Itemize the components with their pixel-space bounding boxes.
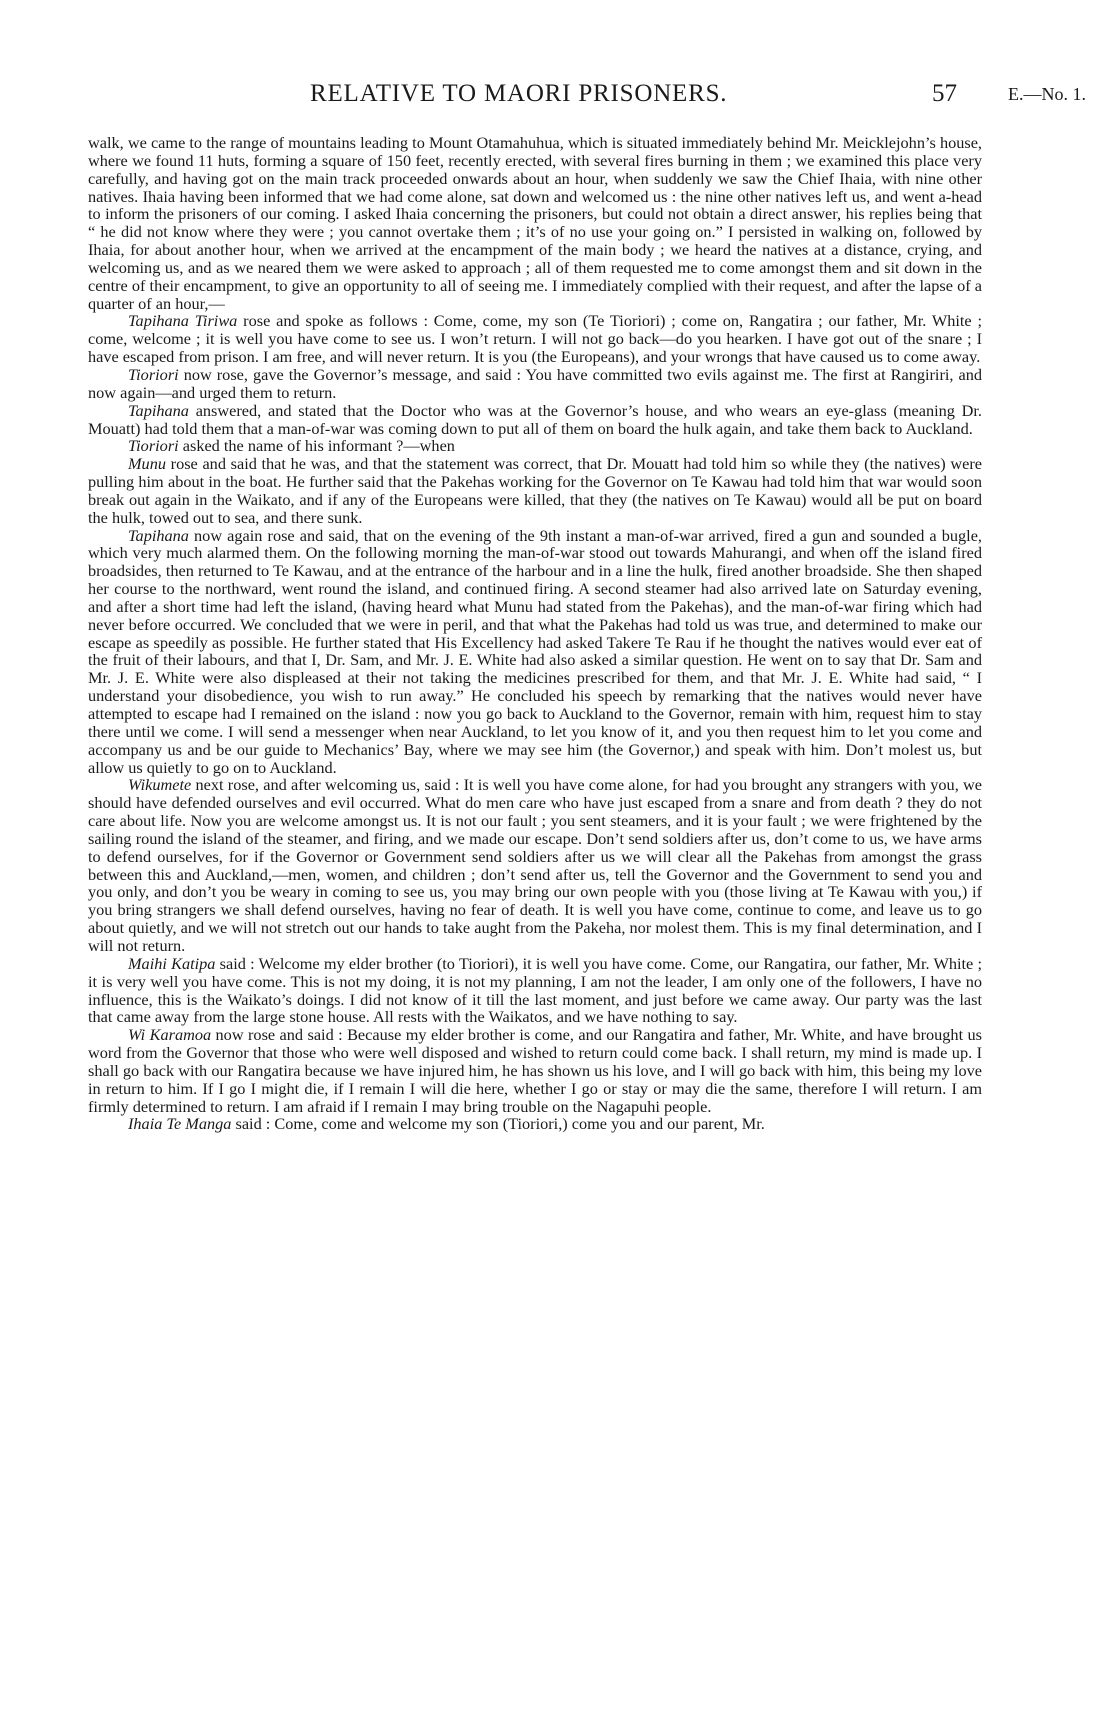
speaker-name: Ihaia Te Manga	[128, 1114, 232, 1134]
speech-text: asked the name of his informant ?—when	[178, 436, 455, 456]
speaker-name: Tioriori	[128, 364, 179, 384]
speaker-name: Tioriori	[128, 436, 179, 456]
page-title: RELATIVE TO MAORI PRISONERS.	[310, 80, 728, 107]
paragraph-maihi-katipa	[88, 955, 982, 1026]
paragraph-tapihana-again	[88, 527, 982, 777]
speaker-name: Maihi Katipa	[128, 953, 216, 973]
speaker-name: Tapihana Tiriwa	[128, 311, 238, 331]
speech-text: next rose, and after welcoming us, said : It is well you have come alone, for had you brought any strangers with you, we should have defended ourselves and evil occurred. What do men care who have just escaped from a snare and from death ? they do not care about life. Now you are welcome amongst us. It is not our fault ; you sent steamers, and it is your fault ; we were frightened by the sailing round the island of the steamer, and firing, and we made our escape. Don’t send soldiers after us, don’t come to us, we have arms to defend ourselves, for if the Governor or Government send soldiers after us we will clear all the Pakehas from amongst the grass between this and Auckland,—men, women, and children ; don’t send after us, tell the Governor and the Government to send you and you only, and don’t you be weary in coming to see us, you may bring our own people with you (those living at Te Kawau with you,) if you bring strangers we shall defend ourselves, having no fear of death. It is well you have come, continue to come, and leave us to go about quietly, and we will not stretch out our hands to take aught from the Pakeha, nor molest them. This is my final determination, and I will not return.	[88, 775, 982, 955]
paragraph-ihaia-te-manga	[88, 1115, 982, 1133]
speech-text: rose and said that he was, and that the statement was correct, that Dr. Mouatt had told him so while they (the natives) were pulling him about in the boat. He further said that the Pakehas working for the Governor on Te Kawau had told him that war would soon break out again in the Waikato, and if any of the Europeans were killed, that they (the natives on Te Kawau) would all be put on board the hulk, towed out to sea, and there sunk.	[88, 454, 982, 527]
paragraph-tapihana-answer	[88, 402, 982, 438]
speech-text: said : Welcome my elder brother (to Tioriori), it is well you have come. Come, our Rangatira, our father, Mr. White ; it is very well you have come. This is not my doing, it is not my planning, I am not the leader, I am only one of the followers, I have no influence, this is the Waikato’s doings. I did not know of it till the last moment, and just before we came away. Our party was the last that came away from the large stone house. All rests with the Waikatos, and we have nothing to say.	[88, 953, 982, 1027]
speaker-name: Wikumete	[128, 775, 192, 795]
speech-text: rose and spoke as follows : Come, come, my son (Te Tioriori) ; come on, Rangatira ; our father, Mr. White ; come, welcome ; it is well you have come to see us. I won’t return. I will not go back—do you hearken. I have got out of the snare ; I have escaped from prison. I am free, and will never return. It is you (the Europeans), and your wrongs that have caused us to come away.	[88, 311, 983, 367]
speech-text: now again rose and said, that on the evening of the 9th instant a man-of-war arrived, fired a gun and sounded a bugle, which very much alarmed them. On the following morning the man-of-war stood out towards Mahurangi, and when off the island fired broadsides, then returned to Te Kawau, and at the entrance of the harbour and in a line the hulk, fired another broadside. She then shaped her course to the northward, went round the island, and continued firing. A second steamer had also arrived late on Saturday evening, and after a short time had left the island, (having heard what Munu had stated from the Pakehas), and the man-of-war firing which had never before occurred. We concluded that we were in peril, and that what the Pakehas had told us was true, and determined to make our escape as speedily as possible. He further stated that His Excellency had asked Takere Te Rau if he thought the natives would ever eat of the fruit of their labours, and that I, Dr. Sam, and Mr. J. E. White had also asked a similar question. He went on to say that Dr. Sam and Mr. J. E. White were also displeased at their not taking the medicines prescribed for them, and that Mr. J. E. White had said, “ I understand your disobedience, you wish to run away.” He concluded his speech by remarking that the natives would never have attempted to escape had I remained on the island : now you go back to Auckland to the Governor, remain with him, request him to stay there until we come. I will send a messenger when near Auckland, to let you know of it, and you then request him to let you come and accompany us and be our guide to Mechanics’ Bay, where we may see him (the Governor,) and speak with him. Don’t molest us, but allow us quietly to go on to Auckland.	[88, 525, 982, 777]
document-reference: E.—No. 1.	[1008, 84, 1086, 104]
speaker-name: Wi Karamoa	[128, 1025, 212, 1045]
speech-text: answered, and stated that the Doctor who was at the Governor’s house, and who wears an eye-glass (meaning Dr. Mouatt) had told them that a man-of-war was coming down to put all of them on board the hulk again, and take them back to Auckland.	[88, 400, 982, 438]
paragraph-wi-karamoa	[88, 1026, 982, 1115]
paragraph-wikumete	[88, 776, 982, 954]
paragraph-tioriori-question	[88, 437, 982, 455]
speech-text: now rose, gave the Governor’s message, and said : You have committed two evils against me. The first at Rangiriri, and now again—and urged them to return.	[88, 364, 982, 402]
paragraph-intro: walk, we came to the range of mountains leading to Mount Otamahuhua, which is situated immediately behind Mr. Meicklejohn’s house, where we found 11 huts, forming a square of 150 feet, recently erected, with several fires burning in them ; we examined this place very carefully, and having got on the main track proceeded onwards about an hour, when suddenly we saw the Chief Ihaia, with nine other natives. Ihaia having been informed that we had come alone, sat down and welcomed us : the nine other natives left us, and went a-head to inform the prisoners of our coming. I asked Ihaia concerning the prisoners, but could not obtain a direct answer, his replies being that “ he did not know where they were ; you cannot overtake them ; it’s of no use your going on.” I persisted in walking on, followed by Ihaia, for about another hour, when we arrived at the encampment of the main body ; we heard the natives at a distance, crying, and welcoming us, and as we neared them we were asked to approach ; all of them requested me to come amongst them and sit down in the centre of their encampment, to give an opportunity to all of seeing me. I immediately complied with their request, and after the lapse of a quarter of an hour,—	[88, 133, 982, 313]
speaker-name: Munu	[128, 454, 166, 474]
speaker-name: Tapihana	[128, 525, 189, 545]
paragraph-munu	[88, 455, 982, 526]
speech-text: said : Come, come and welcome my son (Tioriori,) come you and our parent, Mr.	[231, 1114, 765, 1134]
paragraph-tapihana-tiriwa	[88, 312, 982, 366]
speaker-name: Tapihana	[128, 400, 189, 420]
paragraph-tioriori-message	[88, 366, 982, 402]
speech-text: now rose and said : Because my elder brother is come, and our Rangatira and father, Mr. White, and have brought us word from the Governor that those who were well disposed and wished to return could come back. I shall return, my mind is made up. I shall go back with our Rangatira because we have injured him, he has shown us his love, and I will go back with him, this being my love in return to him. If I go I might die, if I remain I will die here, whether I go or stay or may die the same, therefore I will return. I am firmly determined to return. I am afraid if I remain I may bring trouble on the Nagapuhi people.	[88, 1025, 982, 1116]
running-head	[88, 80, 1098, 114]
page-number: 57	[932, 80, 957, 107]
body-text	[88, 134, 982, 1133]
